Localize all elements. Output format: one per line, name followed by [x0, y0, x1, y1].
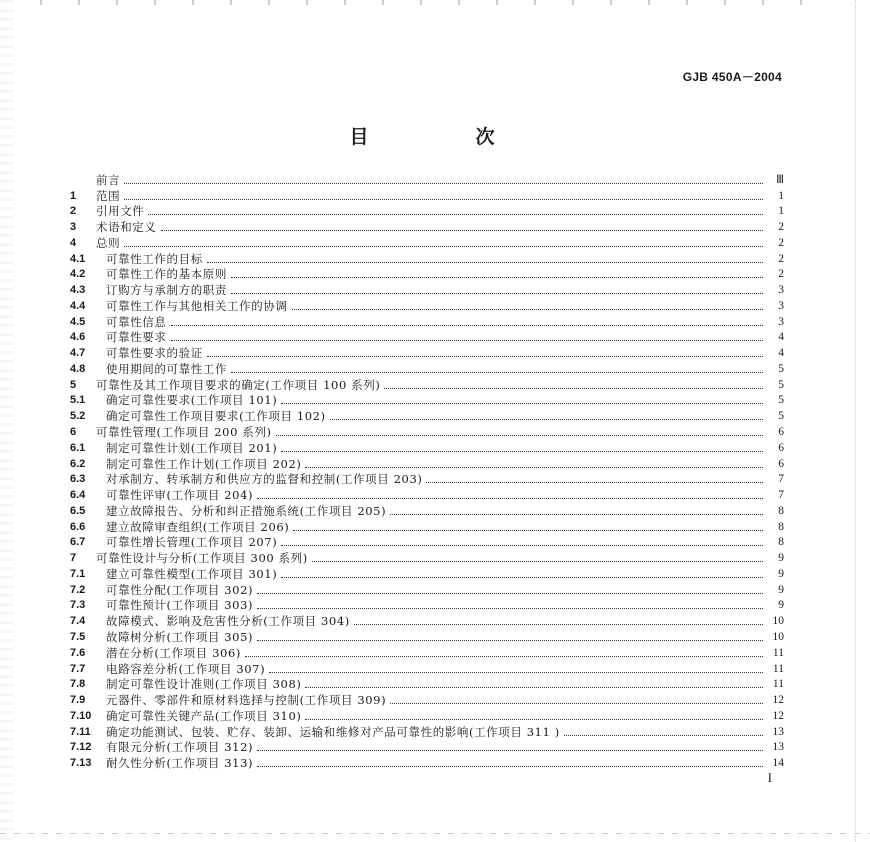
toc-entry-page: 11: [772, 678, 784, 691]
toc-entry-number: 4.7: [70, 347, 86, 360]
toc-entry-number: 7.1: [70, 567, 86, 580]
toc-entry-number: 5.2: [70, 410, 86, 423]
toc-entry-page: 4: [778, 331, 784, 344]
toc-entry-page: 5: [778, 362, 784, 375]
toc-entry-number: 7.7: [70, 662, 86, 675]
toc-entry-title: 制定可靠性工作计划(工作项目 202): [106, 456, 302, 471]
page-title: 目 次: [349, 126, 539, 148]
toc-entry-title: 潜在分析(工作项目 306): [106, 645, 241, 660]
toc-entry[interactable]: [70, 251, 784, 267]
toc-leader-dots: [305, 467, 763, 468]
toc-entry-page: 13: [772, 741, 784, 754]
toc-entry[interactable]: [70, 408, 784, 424]
toc-entry-title: 范围: [96, 188, 121, 203]
toc-leader-dots: [124, 246, 763, 247]
toc-entry-page: 1: [778, 205, 784, 218]
toc-entry[interactable]: [70, 677, 784, 693]
toc-entry[interactable]: [70, 598, 784, 614]
toc-leader-dots: [124, 183, 763, 184]
toc-entry[interactable]: [70, 708, 784, 724]
toc-entry-page: 3: [778, 299, 784, 312]
toc-entry-title: 总则: [96, 235, 121, 250]
toc-entry-title: 可靠性预计(工作项目 303): [106, 598, 254, 613]
toc-entry-title: 引用文件: [96, 204, 145, 219]
toc-entry-number: 4.3: [70, 284, 86, 297]
toc-leader-dots: [257, 766, 763, 767]
toc-entry-title: 建立故障报告、分析和纠正措施系统(工作项目 205): [106, 503, 387, 518]
toc-leader-dots: [257, 750, 763, 751]
toc-leader-dots: [281, 403, 763, 404]
toc-leader-dots: [305, 719, 763, 720]
table-of-contents: [70, 172, 784, 771]
toc-entry-title: 制定可靠性计划(工作项目 201): [106, 440, 278, 455]
toc-entry-number: 7.3: [70, 599, 86, 612]
toc-leader-dots: [171, 325, 764, 326]
toc-entry-page: 6: [778, 426, 784, 439]
toc-entry[interactable]: [70, 724, 784, 740]
toc-leader-dots: [390, 514, 763, 515]
toc-entry-page: 2: [778, 236, 784, 249]
toc-entry[interactable]: [70, 582, 784, 598]
toc-leader-dots: [161, 230, 764, 231]
toc-entry-page: 11: [772, 646, 784, 659]
toc-entry[interactable]: [70, 424, 784, 440]
toc-entry[interactable]: [70, 503, 784, 519]
toc-entry[interactable]: [70, 219, 784, 235]
toc-entry-title: 订购方与承制方的职责: [106, 283, 227, 298]
toc-leader-dots: [269, 672, 763, 673]
toc-entry-number: 4.1: [70, 252, 86, 265]
toc-leader-dots: [207, 262, 763, 263]
toc-entry-title: 建立可靠性模型(工作项目 301): [106, 566, 278, 581]
toc-entry[interactable]: [70, 472, 784, 488]
toc-entry-page: 9: [778, 583, 784, 596]
toc-entry-number: 7.11: [70, 725, 91, 738]
toc-entry-number: 6.7: [70, 536, 86, 549]
toc-entry-title: 确定功能测试、包装、贮存、装卸、运输和维修对产品可靠性的影响(工作项目 311 ): [106, 724, 560, 739]
toc-entry[interactable]: [70, 393, 784, 409]
toc-leader-dots: [312, 561, 763, 562]
toc-entry-page: 1: [778, 189, 784, 202]
toc-entry-title: 确定可靠性要求(工作项目 101): [106, 393, 278, 408]
toc-entry-number: 4.5: [70, 315, 86, 328]
toc-entry[interactable]: [70, 740, 784, 756]
toc-entry-title: 可靠性评审(工作项目 204): [106, 488, 254, 503]
toc-entry-page: 3: [778, 284, 784, 297]
toc-entry-number: 7.10: [70, 709, 92, 722]
toc-entry-title: 可靠性及其工作项目要求的确定(工作项目 100 系列): [96, 377, 381, 392]
toc-entry-title: 前言: [96, 172, 121, 187]
toc-entry[interactable]: [70, 440, 784, 456]
toc-entry-page: 9: [778, 599, 784, 612]
toc-entry-title: 元器件、零部件和原材料选择与控制(工作项目 309): [106, 693, 387, 708]
toc-leader-dots: [148, 214, 763, 215]
toc-entry-number: 6: [70, 426, 77, 439]
toc-entry-page: 7: [778, 473, 784, 486]
toc-entry-number: 7.2: [70, 583, 86, 596]
toc-entry-title: 故障树分析(工作项目 305): [106, 629, 254, 644]
toc-entry-page: 5: [778, 394, 784, 407]
toc-leader-dots: [281, 545, 763, 546]
toc-entry-title: 有限元分析(工作项目 312): [106, 740, 254, 755]
toc-entry-title: 耐久性分析(工作项目 313): [106, 756, 254, 771]
toc-entry-title: 可靠性工作的基本原则: [106, 267, 227, 282]
toc-entry-number: 6.1: [70, 441, 86, 454]
toc-leader-dots: [305, 687, 763, 688]
toc-entry-number: 7.5: [70, 630, 86, 643]
toc-entry[interactable]: [70, 267, 784, 283]
toc-entry[interactable]: [70, 298, 784, 314]
toc-entry-page: 3: [778, 315, 784, 328]
toc-entry-number: 4.8: [70, 362, 86, 375]
toc-entry[interactable]: [70, 282, 784, 298]
toc-leader-dots: [171, 340, 764, 341]
toc-leader-dots: [257, 593, 763, 594]
toc-entry-title: 术语和定义: [96, 220, 157, 235]
toc-entry-page: 9: [778, 552, 784, 565]
toc-entry-page: 4: [778, 347, 784, 360]
toc-entry-title: 可靠性信息: [106, 314, 167, 329]
toc-entry-title: 故障模式、影响及危害性分析(工作项目 304): [106, 614, 350, 629]
toc-leader-dots: [292, 309, 764, 310]
toc-entry-title: 可靠性管理(工作项目 200 系列): [96, 425, 272, 440]
toc-entry[interactable]: [70, 487, 784, 503]
toc-entry-number: 6.5: [70, 504, 86, 517]
toc-entry-title: 确定可靠性工作项目要求(工作项目 102): [106, 409, 326, 424]
toc-leader-dots: [257, 608, 763, 609]
toc-entry-title: 对承制方、转承制方和供应方的监督和控制(工作项目 203): [106, 472, 423, 487]
toc-entry-page: 11: [772, 662, 784, 675]
scan-artifact-bottom: [0, 833, 870, 834]
toc-leader-dots: [231, 372, 763, 373]
toc-entry-title: 可靠性工作的目标: [106, 251, 203, 266]
toc-entry-title: 可靠性要求: [106, 330, 167, 345]
toc-entry-number: 4.4: [70, 299, 86, 312]
toc-entry[interactable]: [70, 566, 784, 582]
toc-entry[interactable]: [70, 755, 784, 771]
toc-leader-dots: [564, 735, 763, 736]
toc-entry-number: 4: [70, 236, 77, 249]
toc-leader-dots: [281, 451, 763, 452]
toc-entry-page: 2: [778, 268, 784, 281]
toc-entry-number: 4.6: [70, 331, 86, 344]
toc-entry[interactable]: [70, 235, 784, 251]
toc-entry[interactable]: [70, 361, 784, 377]
toc-leader-dots: [354, 624, 763, 625]
toc-entry-page: 6: [778, 441, 784, 454]
toc-leader-dots: [390, 703, 763, 704]
toc-entry-number: 6.3: [70, 473, 86, 486]
toc-leader-dots: [426, 482, 763, 483]
toc-entry-number: 7.8: [70, 678, 86, 691]
toc-leader-dots: [245, 656, 763, 657]
toc-leader-dots: [257, 640, 763, 641]
toc-leader-dots: [293, 530, 763, 531]
toc-entry-title: 可靠性分配(工作项目 302): [106, 582, 254, 597]
toc-entry-number: 3: [70, 221, 77, 234]
toc-leader-dots: [330, 419, 763, 420]
toc-entry-title: 可靠性设计与分析(工作项目 300 系列): [96, 551, 308, 566]
toc-entry[interactable]: [70, 550, 784, 566]
document-code: GJB 450A－2004: [682, 70, 782, 84]
toc-entry-title: 确定可靠性关键产品(工作项目 310): [106, 708, 302, 723]
toc-entry[interactable]: [70, 314, 784, 330]
toc-leader-dots: [231, 293, 763, 294]
toc-entry[interactable]: [70, 377, 784, 393]
toc-entry-page: Ⅲ: [776, 173, 784, 186]
toc-leader-dots: [276, 435, 763, 436]
toc-entry-page: 5: [778, 410, 784, 423]
toc-entry-number: 2: [70, 205, 77, 218]
toc-leader-dots: [257, 498, 763, 499]
toc-entry-number: 7.4: [70, 615, 86, 628]
toc-entry[interactable]: [70, 661, 784, 677]
toc-entry-number: 6.4: [70, 489, 86, 502]
toc-entry-page: 13: [772, 725, 784, 738]
toc-entry[interactable]: [70, 172, 784, 188]
toc-entry[interactable]: [70, 613, 784, 629]
toc-leader-dots: [384, 388, 763, 389]
toc-entry-number: 7.6: [70, 646, 86, 659]
toc-entry-title: 制定可靠性设计准则(工作项目 308): [106, 677, 302, 692]
toc-leader-dots: [281, 577, 763, 578]
toc-entry-title: 电路容差分析(工作项目 307): [106, 661, 266, 676]
toc-entry[interactable]: [70, 204, 784, 220]
toc-entry-number: 7.12: [70, 741, 92, 754]
toc-entry-number: 6.2: [70, 457, 86, 470]
toc-entry[interactable]: [70, 188, 784, 204]
toc-entry-page: 2: [778, 252, 784, 265]
toc-entry[interactable]: [70, 645, 784, 661]
toc-entry-title: 使用期间的可靠性工作: [106, 361, 227, 376]
toc-entry-page: 12: [772, 694, 784, 707]
toc-entry-page: 14: [772, 757, 784, 770]
toc-entry-page: 7: [778, 489, 784, 502]
toc-entry-page: 9: [778, 567, 784, 580]
toc-entry[interactable]: [70, 692, 784, 708]
toc-entry[interactable]: [70, 519, 784, 535]
toc-entry-title: 可靠性要求的验证: [106, 346, 203, 361]
toc-leader-dots: [124, 199, 763, 200]
toc-leader-dots: [207, 356, 763, 357]
toc-entry-number: 5: [70, 378, 77, 391]
toc-entry-number: 4.2: [70, 268, 86, 281]
toc-entry[interactable]: [70, 535, 784, 551]
toc-entry[interactable]: [70, 456, 784, 472]
toc-entry-page: 5: [778, 378, 784, 391]
toc-entry-page: 10: [772, 630, 784, 643]
toc-entry-title: 可靠性工作与其他相关工作的协调: [106, 298, 288, 313]
toc-entry-page: 8: [778, 504, 784, 517]
toc-entry-page: 2: [778, 221, 784, 234]
toc-entry-number: 7.9: [70, 694, 86, 707]
toc-entry[interactable]: [70, 330, 784, 346]
toc-entry-number: 5.1: [70, 394, 86, 407]
toc-entry-title: 建立故障审查组织(工作项目 206): [106, 519, 290, 534]
toc-entry-page: 6: [778, 457, 784, 470]
toc-leader-dots: [231, 277, 763, 278]
toc-entry-page: 8: [778, 536, 784, 549]
page-number: I: [767, 770, 772, 785]
toc-entry-page: 8: [778, 520, 784, 533]
toc-entry-number: 7: [70, 552, 77, 565]
toc-entry-number: 6.6: [70, 520, 86, 533]
toc-entry-page: 10: [772, 615, 784, 628]
scan-edge-right: [855, 0, 870, 842]
toc-entry-page: 12: [772, 709, 784, 722]
toc-entry-number: 1: [70, 189, 77, 202]
toc-entry-title: 可靠性增长管理(工作项目 207): [106, 535, 278, 550]
toc-entry-number: 7.13: [70, 757, 92, 770]
toc-entry[interactable]: [70, 629, 784, 645]
toc-entry[interactable]: [70, 345, 784, 361]
scan-artifact-top: [40, 0, 830, 5]
